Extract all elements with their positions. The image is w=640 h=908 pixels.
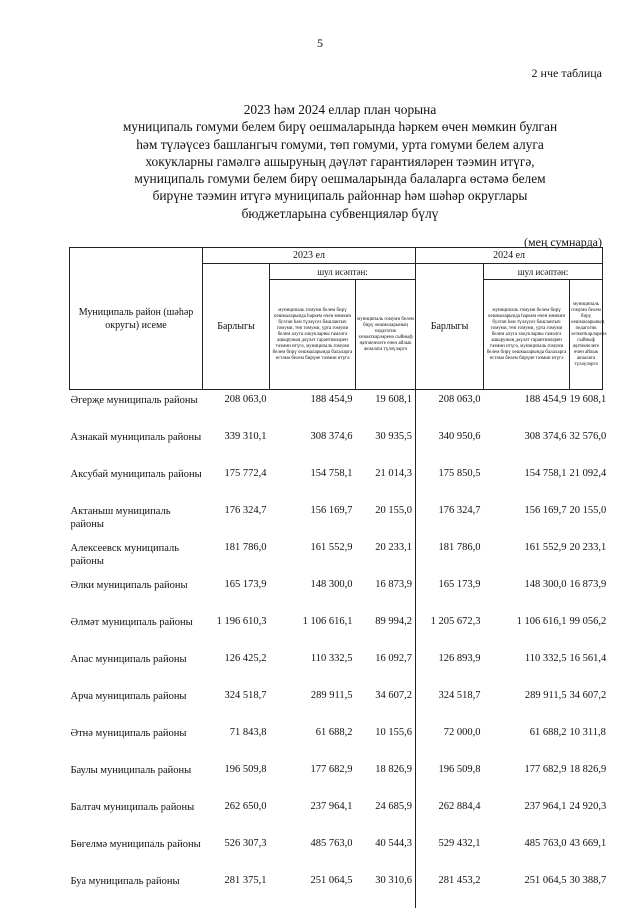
units-label: (мең сумнарда) bbox=[524, 235, 602, 250]
staff-2023-cell: 30 310,6 bbox=[356, 871, 416, 908]
staff-2024-cell: 18 826,9 bbox=[570, 760, 603, 797]
general-2024-cell: 289 911,5 bbox=[484, 686, 570, 723]
total-2023-cell: 208 063,0 bbox=[203, 390, 270, 428]
total-2023-cell: 281 375,1 bbox=[203, 871, 270, 908]
general-2023-cell: 161 552,9 bbox=[270, 538, 356, 575]
total-2023-cell: 262 650,0 bbox=[203, 797, 270, 834]
total-2024-cell: 208 063,0 bbox=[416, 390, 484, 428]
title-line: муниципаль гомуми белем бирү оешмаларында балаларга өстәмә белем bbox=[70, 170, 610, 187]
general-2023-cell: 1 106 616,1 bbox=[270, 612, 356, 649]
total-2023-cell: 165 173,9 bbox=[203, 575, 270, 612]
table-row bbox=[70, 390, 603, 428]
general-2024-cell: 61 688,2 bbox=[484, 723, 570, 760]
municipality-name-cell: Арча муниципаль районы bbox=[70, 686, 203, 723]
table-row bbox=[70, 723, 603, 760]
municipality-name-cell: Бөгелмә муниципаль районы bbox=[70, 834, 203, 871]
general-2024-cell: 237 964,1 bbox=[484, 797, 570, 834]
table-row bbox=[70, 760, 603, 797]
staff-2023-cell: 16 092,7 bbox=[356, 649, 416, 686]
general-2023-cell: 156 169,7 bbox=[270, 501, 356, 538]
staff-2023-cell: 16 873,9 bbox=[356, 575, 416, 612]
municipality-name-cell: Әлки муниципаль районы bbox=[70, 575, 203, 612]
total-2024-cell: 126 893,9 bbox=[416, 649, 484, 686]
total-2023-cell: 339 310,1 bbox=[203, 427, 270, 464]
table-row bbox=[70, 501, 603, 538]
municipality-name-cell: Балтач муниципаль районы bbox=[70, 797, 203, 834]
table-row bbox=[70, 575, 603, 612]
general-2024-cell: 148 300,0 bbox=[484, 575, 570, 612]
total-2024-cell: 72 000,0 bbox=[416, 723, 484, 760]
staff-2024-cell: 19 608,1 bbox=[570, 390, 603, 428]
header-municipality: Муниципаль район (шәһәр округы) исеме bbox=[70, 248, 203, 390]
general-2024-cell: 156 169,7 bbox=[484, 501, 570, 538]
staff-2024-cell: 20 233,1 bbox=[570, 538, 603, 575]
total-2024-cell: 1 205 672,3 bbox=[416, 612, 484, 649]
table-body bbox=[70, 390, 603, 908]
general-2024-cell: 188 454,9 bbox=[484, 390, 570, 428]
table-row bbox=[70, 686, 603, 723]
title-line: һәм түләүсез башлангыч гомуми, төп гомуми, урта гомуми белем алуга bbox=[70, 136, 610, 153]
general-2024-cell: 485 763,0 bbox=[484, 834, 570, 871]
staff-2024-cell: 30 388,7 bbox=[570, 871, 603, 908]
staff-2023-cell: 20 155,0 bbox=[356, 501, 416, 538]
staff-2024-cell: 34 607,2 bbox=[570, 686, 603, 723]
general-2024-cell: 110 332,5 bbox=[484, 649, 570, 686]
title-line: бюджетларына субвенцияләр бүлү bbox=[70, 205, 610, 222]
header-year-2023: 2023 ел bbox=[203, 248, 416, 264]
staff-2024-cell: 43 669,1 bbox=[570, 834, 603, 871]
total-2024-cell: 196 509,8 bbox=[416, 760, 484, 797]
table-row bbox=[70, 797, 603, 834]
general-2023-cell: 485 763,0 bbox=[270, 834, 356, 871]
table-row bbox=[70, 612, 603, 649]
total-2024-cell: 340 950,6 bbox=[416, 427, 484, 464]
staff-2023-cell: 18 826,9 bbox=[356, 760, 416, 797]
table-row bbox=[70, 427, 603, 464]
total-2024-cell: 324 518,7 bbox=[416, 686, 484, 723]
page-number: 5 bbox=[0, 36, 640, 51]
staff-2024-cell: 99 056,2 bbox=[570, 612, 603, 649]
total-2023-cell: 176 324,7 bbox=[203, 501, 270, 538]
staff-2023-cell: 24 685,9 bbox=[356, 797, 416, 834]
general-2023-cell: 110 332,5 bbox=[270, 649, 356, 686]
general-2024-cell: 154 758,1 bbox=[484, 464, 570, 501]
table-row bbox=[70, 538, 603, 575]
total-2023-cell: 126 425,2 bbox=[203, 649, 270, 686]
header-year-2024: 2024 ел bbox=[416, 248, 603, 264]
total-2024-cell: 181 786,0 bbox=[416, 538, 484, 575]
staff-2023-cell: 30 935,5 bbox=[356, 427, 416, 464]
total-2023-cell: 324 518,7 bbox=[203, 686, 270, 723]
general-2023-cell: 289 911,5 bbox=[270, 686, 356, 723]
total-2024-cell: 281 453,2 bbox=[416, 871, 484, 908]
header-including-2024: шул исәптән: bbox=[484, 264, 603, 280]
general-2024-cell: 1 106 616,1 bbox=[484, 612, 570, 649]
title-line: бирүне тәэмин итүгә муниципаль районнар һәм шәһәр округлары bbox=[70, 187, 610, 204]
header-general-2023: муниципаль гомуми белем бирү оешмаларында һәркем өчен мөмкин булган һәм түләүсез башлангыч гомуми, төп гомуми, урта гомуми белем алуга хокукларны гамәлгә ашыруның дәүләт гарантияләрен тәэмин итүгә, муниципаль гомуми белем бирү оешмаларында балаларга өстәмә белем бирүне тәэмин итүгә bbox=[270, 280, 356, 390]
header-staff-2024: муниципаль гомуми белем бирү оешмаларының педагогик хезмәткәрләренә сыйныф җитәкчелеге өчен айлык акчалата түләүләргә bbox=[570, 280, 603, 390]
subvention-table bbox=[69, 247, 603, 908]
table-row bbox=[70, 649, 603, 686]
staff-2024-cell: 16 561,4 bbox=[570, 649, 603, 686]
municipality-name-cell: Аксубай муниципаль районы bbox=[70, 464, 203, 501]
staff-2023-cell: 20 233,1 bbox=[356, 538, 416, 575]
staff-2023-cell: 34 607,2 bbox=[356, 686, 416, 723]
municipality-name-cell: Баулы муниципаль районы bbox=[70, 760, 203, 797]
total-2023-cell: 175 772,4 bbox=[203, 464, 270, 501]
staff-2024-cell: 10 311,8 bbox=[570, 723, 603, 760]
total-2024-cell: 165 173,9 bbox=[416, 575, 484, 612]
municipality-name-cell: Әгерҗе муниципаль районы bbox=[70, 390, 203, 428]
total-2023-cell: 71 843,8 bbox=[203, 723, 270, 760]
staff-2024-cell: 16 873,9 bbox=[570, 575, 603, 612]
total-2023-cell: 1 196 610,3 bbox=[203, 612, 270, 649]
general-2023-cell: 177 682,9 bbox=[270, 760, 356, 797]
municipality-name-cell: Азнакай муниципаль районы bbox=[70, 427, 203, 464]
header-total-2024: Барлыгы bbox=[416, 264, 484, 390]
general-2024-cell: 308 374,6 bbox=[484, 427, 570, 464]
staff-2024-cell: 21 092,4 bbox=[570, 464, 603, 501]
staff-2024-cell: 20 155,0 bbox=[570, 501, 603, 538]
staff-2023-cell: 89 994,2 bbox=[356, 612, 416, 649]
table-label: 2 нче таблица bbox=[532, 66, 602, 81]
general-2023-cell: 308 374,6 bbox=[270, 427, 356, 464]
header-total-2023: Барлыгы bbox=[203, 264, 270, 390]
document-title bbox=[70, 101, 610, 222]
total-2023-cell: 196 509,8 bbox=[203, 760, 270, 797]
title-line: 2023 һәм 2024 еллар план чорына bbox=[70, 101, 610, 118]
total-2024-cell: 176 324,7 bbox=[416, 501, 484, 538]
staff-2023-cell: 40 544,3 bbox=[356, 834, 416, 871]
total-2023-cell: 526 307,3 bbox=[203, 834, 270, 871]
staff-2023-cell: 10 155,6 bbox=[356, 723, 416, 760]
general-2023-cell: 148 300,0 bbox=[270, 575, 356, 612]
general-2024-cell: 251 064,5 bbox=[484, 871, 570, 908]
general-2024-cell: 161 552,9 bbox=[484, 538, 570, 575]
municipality-name-cell: Әтнә муниципаль районы bbox=[70, 723, 203, 760]
staff-2023-cell: 19 608,1 bbox=[356, 390, 416, 428]
staff-2024-cell: 32 576,0 bbox=[570, 427, 603, 464]
total-2024-cell: 529 432,1 bbox=[416, 834, 484, 871]
general-2023-cell: 237 964,1 bbox=[270, 797, 356, 834]
general-2023-cell: 61 688,2 bbox=[270, 723, 356, 760]
municipality-name-cell: Буа муниципаль районы bbox=[70, 871, 203, 908]
general-2023-cell: 154 758,1 bbox=[270, 464, 356, 501]
municipality-name-cell: Алексеевск муниципаль районы bbox=[70, 538, 203, 575]
table-row bbox=[70, 871, 603, 908]
header-general-2024: муниципаль гомуми белем бирү оешмаларында һәркем өчен мөмкин булган һәм түләүсез башлангыч гомуми, төп гомуми, урта гомуми белем алуга хокукларны гамәлгә ашыруның дәүләт гарантияләрен тәэмин итүгә, муниципаль гомуми белем бирү оешмаларында балаларга өстәмә белем бирүне тәэмин итүгә bbox=[484, 280, 570, 390]
header-staff-2023: муниципаль гомуми белем бирү оешмаларының педагогик хезмәткәрләренә сыйныф җитәкчелеге өчен айлык акчалата түләүләргә bbox=[356, 280, 416, 390]
staff-2024-cell: 24 920,3 bbox=[570, 797, 603, 834]
title-line: муниципаль гомуми белем бирү оешмаларында һәркем өчен мөмкин булган bbox=[70, 118, 610, 135]
municipality-name-cell: Актаныш муниципаль районы bbox=[70, 501, 203, 538]
staff-2023-cell: 21 014,3 bbox=[356, 464, 416, 501]
total-2024-cell: 175 850,5 bbox=[416, 464, 484, 501]
table-row bbox=[70, 464, 603, 501]
general-2024-cell: 177 682,9 bbox=[484, 760, 570, 797]
title-line: хокукларны гамәлгә ашыруның дәүләт гарантияләрен тәэмин итүгә, bbox=[70, 153, 610, 170]
header-including-2023: шул исәптән: bbox=[270, 264, 416, 280]
general-2023-cell: 251 064,5 bbox=[270, 871, 356, 908]
municipality-name-cell: Апас муниципаль районы bbox=[70, 649, 203, 686]
municipality-name-cell: Әлмәт муниципаль районы bbox=[70, 612, 203, 649]
total-2023-cell: 181 786,0 bbox=[203, 538, 270, 575]
total-2024-cell: 262 884,4 bbox=[416, 797, 484, 834]
table-row bbox=[70, 834, 603, 871]
general-2023-cell: 188 454,9 bbox=[270, 390, 356, 428]
